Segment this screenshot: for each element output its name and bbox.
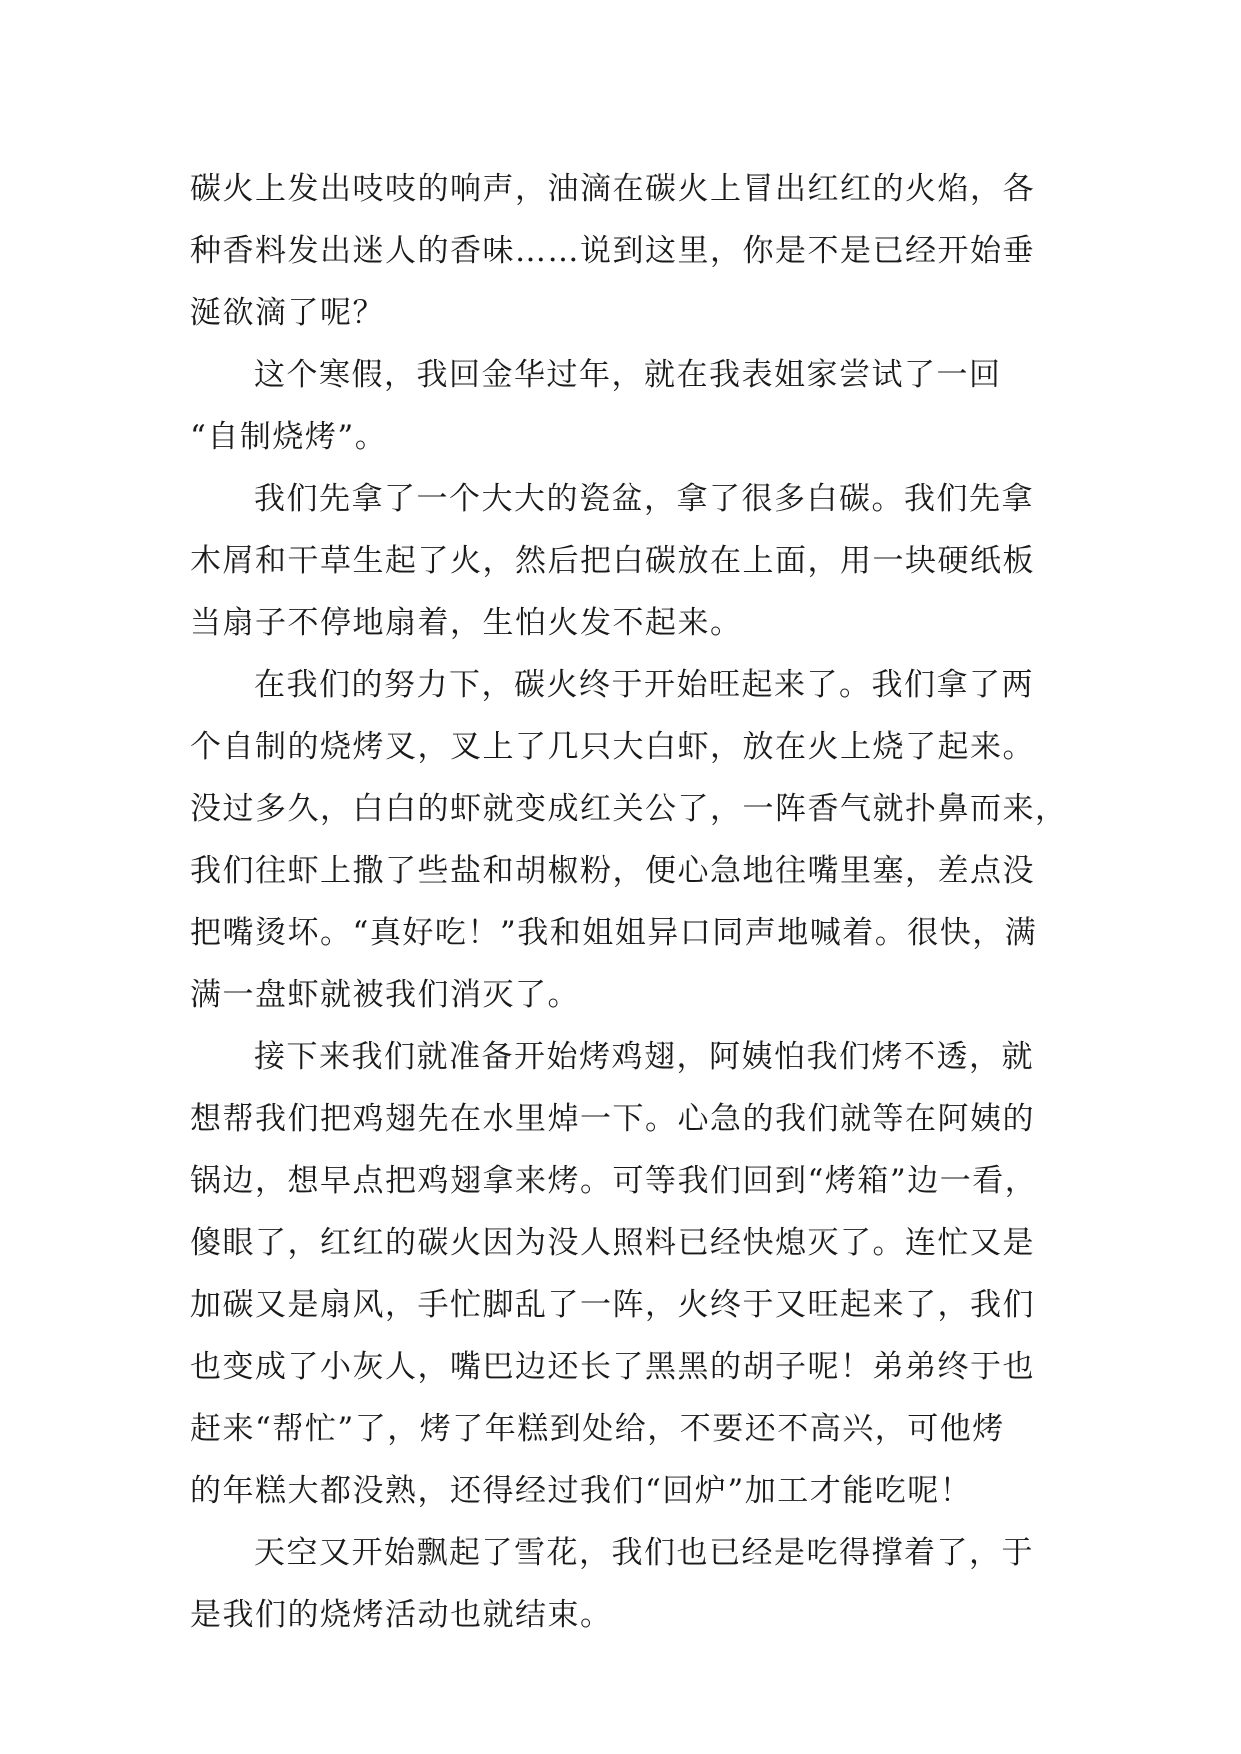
- text-line: 把嘴烫坏。“真好吃！”我和姐姐异口同声地喊着。很快，满: [190, 915, 1038, 951]
- text-line: 加碳又是扇风，手忙脚乱了一阵，火终于又旺起来了，我们: [190, 1287, 1035, 1323]
- paragraph-first-line: 这个寒假，我回金华过年，就在我表姐家尝试了一回: [254, 357, 1002, 393]
- text-line: 赶来“帮忙”了，烤了年糕到处给，不要还不高兴，可他烤: [190, 1411, 1005, 1447]
- paragraph-first-line: 接下来我们就准备开始烤鸡翅，阿姨怕我们烤不透，就: [254, 1039, 1034, 1075]
- text-line: 种香料发出迷人的香味……说到这里，你是不是已经开始垂: [190, 233, 1035, 269]
- text-line: 木屑和干草生起了火，然后把白碳放在上面，用一块硬纸板: [190, 543, 1035, 579]
- text-line: 当扇子不停地扇着，生怕火发不起来。: [190, 605, 743, 641]
- text-line: “自制烧烤”。: [190, 419, 388, 455]
- text-line: 锅边，想早点把鸡翅拿来烤。可等我们回到“烤箱”边一看，: [190, 1163, 1038, 1199]
- text-line: 碳火上发出吱吱的响声，油滴在碳火上冒出红红的火焰，各: [190, 171, 1035, 207]
- text-line: 没过多久，白白的虾就变成红关公了，一阵香气就扑鼻而来，: [190, 791, 1068, 827]
- text-line: 个自制的烧烤叉，叉上了几只大白虾，放在火上烧了起来。: [190, 729, 1035, 765]
- text-line: 是我们的烧烤活动也就结束。: [190, 1597, 613, 1633]
- text-line: 想帮我们把鸡翅先在水里焯一下。心急的我们就等在阿姨的: [190, 1101, 1035, 1137]
- text-line: 的年糕大都没熟，还得经过我们“回炉”加工才能吃呢！: [190, 1473, 973, 1509]
- text-line: 傻眼了，红红的碳火因为没人照料已经快熄灭了。连忙又是: [190, 1225, 1035, 1261]
- text-line: 我们往虾上撒了些盐和胡椒粉，便心急地往嘴里塞，差点没: [190, 853, 1035, 889]
- text-line: 也变成了小灰人，嘴巴边还长了黑黑的胡子呢！弟弟终于也: [190, 1349, 1035, 1385]
- text-line: 涎欲滴了呢？: [190, 295, 385, 331]
- text-line: 满一盘虾就被我们消灭了。: [190, 977, 580, 1013]
- paragraph-first-line: 在我们的努力下，碳火终于开始旺起来了。我们拿了两: [254, 667, 1034, 703]
- paragraph-first-line: 我们先拿了一个大大的瓷盆，拿了很多白碳。我们先拿: [254, 481, 1034, 517]
- body-text: [190, 158, 1070, 1646]
- paragraph-first-line: 天空又开始飘起了雪花，我们也已经是吃得撑着了，于: [254, 1535, 1034, 1571]
